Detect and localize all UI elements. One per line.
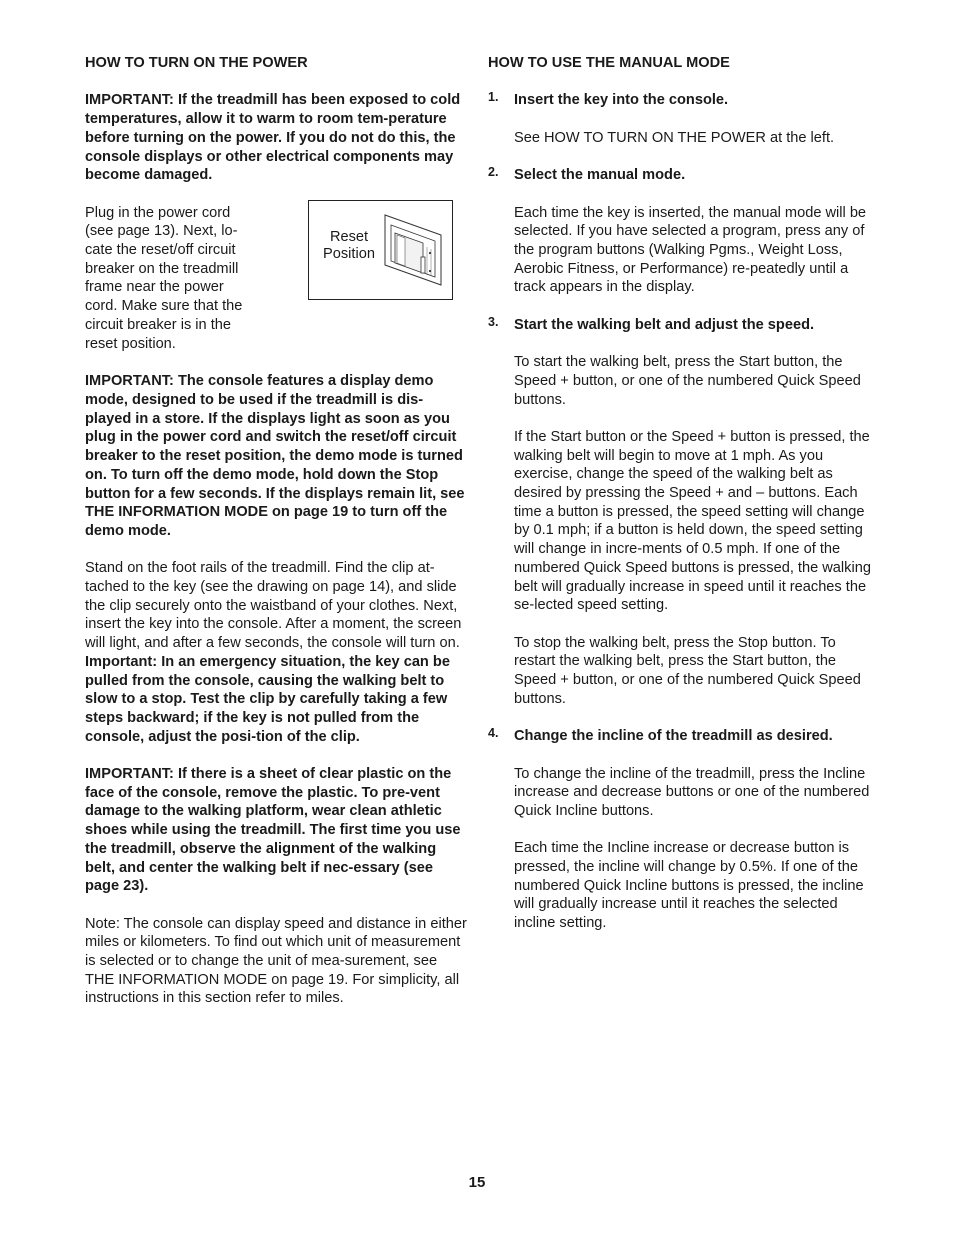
important-plastic-notice: IMPORTANT: If there is a sheet of clear plastic on the face of the console, remove the plastic. To pre-vent damage to the walking platform, wear clean athletic shoes while using the treadmill. The first time you use the treadmill, observe the alignment of the walking belt, and center the walking belt if nec-essary (see page 23). (85, 766, 461, 895)
step-paragraph: If the Start button or the Speed + button is pressed, the walking belt will begin to move at 1 mph. As you exercise, change the speed of the walking belt as desired by pressing the Speed + and – buttons. Each time a button is pressed, the speed setting will change by 0.1 mph; if a button is held down, the speed setting will change in incre-ments of 0.5 mph. If one of the numbered Quick Speed buttons is pressed, the walking belt will gradually increase in speed until it reaches the se-lected speed setting. (514, 428, 871, 614)
page-number: 15 (468, 1174, 486, 1191)
reset-position-label (321, 229, 377, 264)
figure-label-line2: Position (323, 246, 375, 263)
step-paragraph: To change the incline of the treadmill, press the Incline increase and decrease buttons or one of the numbered Quick Incline buttons. (514, 765, 870, 819)
step-number: 1. (488, 90, 499, 105)
important-demo-mode-notice: IMPORTANT: The console features a display demo mode, designed to be used if the treadmill is dis-played in a store. If the displays light as soon as you plug in the power cord and switch the reset/off circuit breaker to the reset position, the demo mode is turned on. To turn off the demo mode, hold down the Stop button for a few seconds. If the displays remain lit, see THE INFORMATION MODE on page 19 to turn off the demo mode. (85, 373, 465, 539)
step-3 (488, 316, 873, 709)
figure-label-line1: Reset (329, 228, 369, 245)
stand-instructions: Stand on the foot rails of the treadmill. Find the clip at-tached to the key (see the drawing on page 14), and slide the clip securely onto the waistband of your clothes. Next, insert the key into the console. After a moment, the screen will light, and after a few seconds, the console will turn on. (85, 560, 462, 652)
step-number: 3. (488, 314, 499, 329)
section-heading-manual: HOW TO USE THE MANUAL MODE (488, 55, 730, 71)
circuit-breaker-drawing (383, 213, 445, 287)
step-2 (488, 166, 873, 297)
step-title: Select the manual mode. (514, 167, 686, 184)
step-1 (488, 91, 873, 147)
step-paragraph: Each time the key is inserted, the manual mode will be selected. If you have selected a program, press any of the program buttons (Walking Pgms., Weight Loss, Aerobic Fitness, or Performance) re-peatedly until a track appears in the display. (514, 204, 867, 296)
step-title: Change the incline of the treadmill as desired. (514, 728, 833, 745)
stand-on-rails-paragraph (85, 559, 467, 746)
left-column (85, 54, 467, 1008)
step-number: 4. (488, 726, 499, 741)
step-paragraph: To start the walking belt, press the Start button, the Speed + button, or one of the numbered Quick Speed buttons. (514, 354, 861, 408)
section-heading-power: HOW TO TURN ON THE POWER (85, 55, 308, 71)
step-paragraph: See HOW TO TURN ON THE POWER at the left. (514, 129, 835, 146)
step-paragraph: Each time the Incline increase or decrease button is pressed, the incline will change by 0.5%. If one of the numbered Quick Incline buttons is pressed, the incline will gradually increase until it reaches the selected incline setting. (514, 840, 864, 932)
step-4 (488, 727, 873, 933)
step-number: 2. (488, 165, 499, 180)
important-warm-notice: IMPORTANT: If the treadmill has been exposed to cold temperatures, allow it to warm to room tem-perature before turning on the power. If you do not do this, the console displays or other electrical components may become damaged. (85, 92, 461, 184)
right-column (488, 54, 873, 933)
step-title: Insert the key into the console. (514, 92, 729, 109)
reset-position-figure (308, 200, 453, 300)
plug-in-block (85, 204, 467, 354)
emergency-key-warning: Important: In an emergency situation, the key can be pulled from the console, causing the walking belt to slow to a stop. Test the clip by carefully taking a few steps backward; if the key is not pulled from the console, adjust the posi-tion of the clip. (85, 653, 450, 745)
step-title: Start the walking belt and adjust the speed. (514, 316, 815, 333)
units-note: Note: The console can display speed and distance in either miles or kilometers. To find out which unit of measurement is selected or to change the unit of mea-surement, see THE INFORMATION MODE on page 19. For simplicity, all instructions in this section refer to miles. (85, 915, 467, 1007)
step-paragraph: To stop the walking belt, press the Stop button. To restart the walking belt, press the Start button, the Speed + button, or one of the numbered Quick Speed buttons. (514, 634, 861, 707)
plug-in-paragraph: Plug in the power cord (see page 13). Next, lo-cate the reset/off circuit breaker on the treadmill frame near the power cord. Make sure that the circuit breaker is in the reset position. (85, 204, 243, 352)
